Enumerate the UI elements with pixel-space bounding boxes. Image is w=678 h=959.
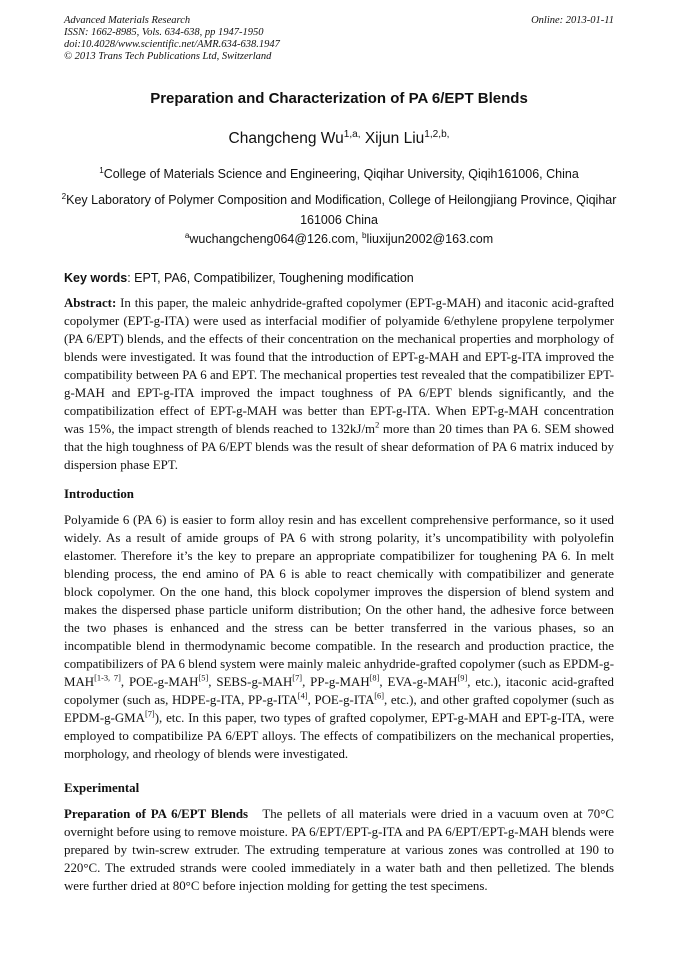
section-heading-introduction: Introduction — [64, 487, 134, 501]
intro-text: Polyamide 6 (PA 6) is easier to form alloy resin and has excellent comprehensive performance, so it used widely. As a result of amide groups of PA 6 with strong polarity, it’s uncompatibility with polyolefin elastomer. Therefore it’s the key to prepare an appropriate compatibilizer for toughening PA 6. In melt blending process, the end amino of PA 6 is able to react chemically with compatibilizer and generate block copolymer. On the one hand, this block copolymer improves the dispersion of blend system and makes the dispersed phase particle uniform distribution; On the other hand, the adhesive force between the two phases is enhanced and the stress can be better transferred in the various phases, so an incompatible blend in thermodynamic become compatible. In the research and production practice, the compatibilizers of PA 6 blend system were mainly maleic anhydride-grafted copolymer (such as EPDM-g-MAH — [64, 513, 614, 689]
journal-name: Advanced Materials Research — [64, 15, 191, 26]
citation-ref[interactable]: [4] — [297, 691, 308, 701]
author-name: Changcheng Wu — [228, 130, 344, 147]
experimental-text: The pellets of all materials were dried in a vacuum oven at 70°C overnight before using to remove moisture. PA 6/EPT/EPT-g-ITA and PA 6/EPT/EPT-g-MAH blends were prepared by twin-screw extruder. The extruding temperature at various zones was controlled at 190 to 220°C. The extruded strands were cooled immediately in a water bath and then pelletized. The blends were further dried at 80°C before injection molding for getting the test specimens. — [64, 807, 618, 893]
author-affil-sup: 1,a, — [343, 128, 361, 140]
paper-title: Preparation and Characterization of PA 6/EPT Blends — [150, 90, 528, 107]
journal-header — [64, 15, 280, 63]
intro-text: , POE-g-MAH — [120, 675, 199, 689]
email-sup: a — [184, 230, 190, 240]
intro-text: , POE-g-ITA — [307, 693, 375, 707]
author-list — [0, 130, 678, 148]
subsection-heading: Preparation of PA 6/EPT Blends — [64, 807, 249, 821]
citation-ref[interactable]: [1-3, 7] — [94, 673, 121, 683]
keywords-text: : EPT, PA6, Compatibilizer, Toughening modification — [127, 271, 414, 285]
keywords — [64, 271, 614, 285]
citation-ref[interactable]: [6] — [374, 691, 385, 701]
abstract — [64, 294, 614, 474]
doi-line: doi:10.4028/www.scientific.net/AMR.634-638.1947 — [64, 39, 280, 50]
email-b[interactable]: liuxijun2002@163.com — [366, 232, 494, 246]
citation-ref[interactable]: [7] — [292, 673, 303, 683]
citation-ref[interactable]: [9] — [457, 673, 468, 683]
intro-text: , EVA-g-MAH — [379, 675, 458, 689]
experimental-body — [64, 805, 618, 895]
intro-text: , SEBS-g-MAH — [208, 675, 293, 689]
copyright-line: © 2013 Trans Tech Publications Ltd, Switzerland — [64, 51, 272, 62]
section-heading-experimental: Experimental — [64, 781, 140, 795]
author-affil-sup: 1,2,b, — [424, 128, 450, 140]
affiliation-text: College of Materials Science and Engineering, Qiqihar University, Qiqih161006, China — [103, 167, 579, 181]
abstract-text: In this paper, the maleic anhydride-grafted copolymer (EPT-g-MAH) and itaconic acid-grafted copolymer (EPT-g-ITA) were used as interfacial modifier of polyamide 6/ethylene propylene terpolymer (PA 6/EPT) blends, and the effects of their concentration on the mechanical properties and morphology of blends were investigated. It was found that the introduction of EPT-g-MAH and EPT-g-ITA improved the compatibility between PA 6 and EPT. The mechanical properties test revealed that the compatibilizer EPT-g-MAH and EPT-g-ITA improved the impact toughness of PA 6/EPT blends significantly, and the compatibilization effect of EPT-g-MAH was better than EPT-g-ITA. When EPT-g-MAH concentration was 15%, the impact strength of blends reached to 132kJ/m — [64, 296, 614, 436]
email-a[interactable]: wuchangcheng064@126.com, — [189, 232, 362, 246]
unit-superscript: 2 — [375, 420, 380, 430]
intro-text: , PP-g-MAH — [302, 675, 370, 689]
affiliation-sup: 2 — [61, 191, 67, 201]
email-sup: b — [361, 230, 367, 240]
intro-text: , etc.), and other grafted copolymer (such as EPDM-g-GMA — [64, 693, 614, 725]
affiliation-sup: 1 — [99, 165, 104, 175]
abstract-label: Abstract: — [64, 296, 117, 310]
author-emails — [0, 232, 678, 246]
citation-ref[interactable]: [8] — [369, 673, 380, 683]
keywords-label: Key words — [64, 271, 128, 285]
online-date: Online: 2013-01-11 — [531, 15, 614, 26]
intro-text: ), etc. In this paper, two types of grafted copolymer, EPT-g-MAH and EPT-g-ITA, were employed to compatibilize PA 6/EPT alloys. The effects of compatibilizers on the mechanical properties, morphology, and rheology of blends were investigated. — [64, 711, 614, 761]
citation-ref[interactable]: [7] — [144, 709, 155, 719]
issn-line: ISSN: 1662-8985, Vols. 634-638, pp 1947-1950 — [64, 27, 264, 38]
affiliation-2 — [60, 190, 618, 230]
affiliation-1 — [60, 164, 618, 184]
introduction-body — [64, 511, 614, 763]
abstract-text: more than 20 times than PA 6. SEM showed that the high toughness of PA 6/EPT blends was the result of shear deformation of PA 6 matrix induced by dispersion phase EPT. — [64, 422, 614, 472]
intro-text: , etc.), itaconic acid-grafted copolymer (such as, HDPE-g-ITA, PP-g-ITA — [64, 675, 614, 707]
author-name: Xijun Liu — [360, 130, 425, 147]
citation-ref[interactable]: [5] — [198, 673, 209, 683]
affiliation-text: Key Laboratory of Polymer Composition and Modification, College of Heilongjiang Province, Qiqihar 161006 China — [66, 193, 617, 227]
